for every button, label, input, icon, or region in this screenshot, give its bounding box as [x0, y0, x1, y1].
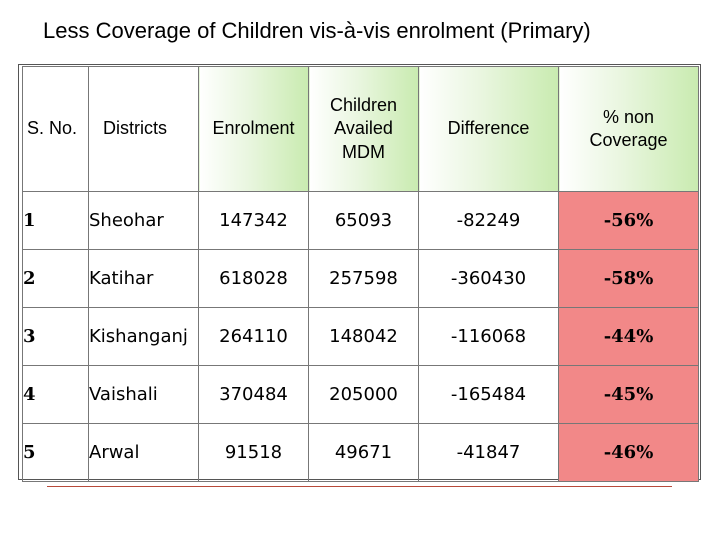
cell-availed: 65093 [309, 192, 419, 250]
header-children-availed-label: Children Availed MDM [329, 94, 398, 162]
cell-difference: -165484 [419, 366, 559, 424]
cell-district: Arwal [89, 424, 199, 482]
cell-district: Sheohar [89, 192, 199, 250]
cell-district: Vaishali [89, 366, 199, 424]
header-non-coverage-label: % non Coverage [589, 106, 668, 150]
table-row [23, 192, 699, 250]
header-districts: Districts [89, 67, 199, 192]
cell-enrolment: 370484 [199, 366, 309, 424]
table-header-row [23, 67, 699, 192]
cell-enrolment: 147342 [199, 192, 309, 250]
cell-district: Katihar [89, 250, 199, 308]
cell-non-coverage: -44% [559, 308, 699, 366]
cell-availed: 148042 [309, 308, 419, 366]
bottom-divider [47, 486, 672, 487]
cell-difference: -360430 [419, 250, 559, 308]
header-non-coverage [559, 67, 699, 192]
cell-sno: 1 [23, 192, 89, 250]
table-row [23, 424, 699, 482]
cell-difference: -116068 [419, 308, 559, 366]
cell-sno: 4 [23, 366, 89, 424]
cell-non-coverage: -56% [559, 192, 699, 250]
slide-title: Less Coverage of Children vis-à-vis enrolment (Primary) [43, 18, 591, 43]
cell-district: Kishanganj [89, 308, 199, 366]
coverage-table [22, 66, 699, 482]
header-difference: Difference [419, 67, 559, 192]
cell-sno: 5 [23, 424, 89, 482]
header-enrolment: Enrolment [199, 67, 309, 192]
table-row [23, 366, 699, 424]
cell-enrolment: 91518 [199, 424, 309, 482]
cell-availed: 49671 [309, 424, 419, 482]
cell-difference: -82249 [419, 192, 559, 250]
table-row [23, 250, 699, 308]
cell-non-coverage: -58% [559, 250, 699, 308]
cell-availed: 257598 [309, 250, 419, 308]
cell-difference: -41847 [419, 424, 559, 482]
cell-sno: 3 [23, 308, 89, 366]
header-sno: S. No. [23, 67, 89, 192]
cell-non-coverage: -46% [559, 424, 699, 482]
cell-enrolment: 264110 [199, 308, 309, 366]
header-children-availed [309, 67, 419, 192]
cell-sno: 2 [23, 250, 89, 308]
cell-availed: 205000 [309, 366, 419, 424]
cell-enrolment: 618028 [199, 250, 309, 308]
table-row [23, 308, 699, 366]
cell-non-coverage: -45% [559, 366, 699, 424]
